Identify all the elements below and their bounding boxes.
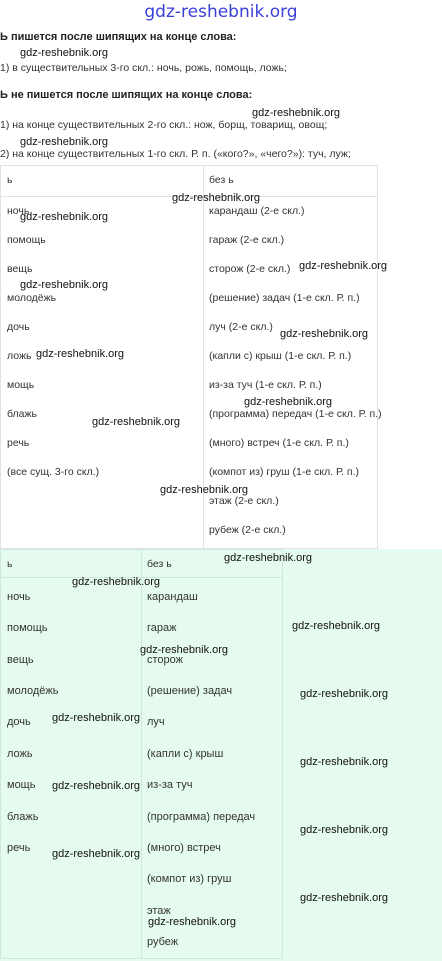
rule-line-2: 1) на конце существительных 2-го скл.: нож, борщ, товарищ, овощ; <box>0 119 328 131</box>
watermark: gdz-reshebnik.org <box>20 279 109 291</box>
rule-heading-soft-sign: Ь пишется после шипящих на конце слова: <box>0 31 237 43</box>
table2-col2-cell: луч <box>147 716 165 728</box>
table2-col2-cell: (решение) задач <box>147 685 233 697</box>
table2-col1-cell: ложь <box>7 748 33 760</box>
table1-col2-cell: (много) встреч (1-е скл. Р. п.) <box>209 437 349 449</box>
watermark: gdz-reshebnik.org <box>148 916 237 928</box>
watermark: gdz-reshebnik.org <box>160 484 249 496</box>
table2-col1-cell: вещь <box>7 654 34 666</box>
table2-col2-cell: из-за туч <box>147 779 193 791</box>
watermark: gdz-reshebnik.org <box>252 107 341 119</box>
watermark: gdz-reshebnik.org <box>300 688 389 700</box>
table2-col1-cell: помощь <box>7 622 48 634</box>
watermark: gdz-reshebnik.org <box>52 848 141 860</box>
site-title: gdz-reshebnik.org <box>144 2 298 22</box>
table1-col1-cell: дочь <box>7 321 30 333</box>
table1-col2-cell: (компот из) груш (1-е скл. Р. п.) <box>209 466 359 478</box>
table1-col2-cell: карандаш (2-е скл.) <box>209 205 305 217</box>
rule-line-1: 1) в существительных 3-го скл.: ночь, рожь, помощь, ложь; <box>0 62 287 74</box>
table1-col2-cell: луч (2-е скл.) <box>209 321 273 333</box>
table1-col1-cell: помощь <box>7 234 46 246</box>
table1-col2-cell: этаж (2-е скл.) <box>209 495 279 507</box>
table1-col2-cell: (программа) передач (1-е скл. Р. п.) <box>209 408 382 420</box>
table2-col2-cell: (капли с) крыш <box>147 748 224 760</box>
rule-line-3: 2) на конце существительных 1-го скл. Р. п. («кого?», «чего?»): туч, луж; <box>0 148 351 160</box>
table2-header-soft: ь <box>7 558 13 570</box>
watermark: gdz-reshebnik.org <box>20 136 109 148</box>
table1-col1-cell: блажь <box>7 408 38 420</box>
watermark: gdz-reshebnik.org <box>172 192 261 204</box>
table2-col2-cell: (компот из) груш <box>147 873 232 885</box>
table2-col2-cell: рубеж <box>147 936 179 948</box>
watermark: gdz-reshebnik.org <box>299 260 388 272</box>
watermark: gdz-reshebnik.org <box>92 416 181 428</box>
watermark: gdz-reshebnik.org <box>52 712 141 724</box>
watermark: gdz-reshebnik.org <box>300 756 389 768</box>
table1-col1-cell: речь <box>7 437 30 449</box>
table1-header-soft: ь <box>7 174 13 186</box>
table1-col1-cell: (все сущ. 3-го скл.) <box>7 466 100 478</box>
rule-heading-no-soft-sign: Ь не пишется после шипящих на конце слова: <box>0 89 253 101</box>
watermark: gdz-reshebnik.org <box>300 824 389 836</box>
watermark: gdz-reshebnik.org <box>36 348 125 360</box>
table2-col2-cell: гараж <box>147 622 177 634</box>
watermark: gdz-reshebnik.org <box>20 211 109 223</box>
table2-col1-cell: мощь <box>7 779 36 791</box>
table2-col2-cell: карандаш <box>147 591 198 603</box>
table1-col2-cell: (решение) задач (1-е скл. Р. п.) <box>209 292 360 304</box>
table2-header-no-soft: без ь <box>147 558 172 570</box>
column-divider <box>141 550 142 958</box>
watermark: gdz-reshebnik.org <box>52 780 141 792</box>
table1-col1-cell: молодёжь <box>7 292 57 304</box>
table2-col1-cell: дочь <box>7 716 31 728</box>
table1-col2-cell: рубеж (2-е скл.) <box>209 524 286 536</box>
watermark: gdz-reshebnik.org <box>300 892 389 904</box>
table1-col2-cell: гараж (2-е скл.) <box>209 234 285 246</box>
table1-col2-cell: из-за туч (1-е скл. Р. п.) <box>209 379 322 391</box>
watermark: gdz-reshebnik.org <box>292 620 381 632</box>
table2-col1-cell: речь <box>7 842 31 854</box>
table-simple <box>0 549 283 959</box>
watermark: gdz-reshebnik.org <box>140 644 229 656</box>
table1-col2-cell: (капли с) крыш (1-е скл. Р. п.) <box>209 350 352 362</box>
table2-col2-cell: этаж <box>147 905 171 917</box>
watermark: gdz-reshebnik.org <box>244 396 333 408</box>
watermark: gdz-reshebnik.org <box>224 552 313 564</box>
table2-col2-cell: (много) встреч <box>147 842 221 854</box>
table1-col1-cell: ночь <box>7 205 30 217</box>
table2-col2-cell: сторож <box>147 654 184 666</box>
table2-col1-cell: блажь <box>7 811 39 823</box>
watermark: gdz-reshebnik.org <box>20 47 109 59</box>
table1-col1-cell: вещь <box>7 263 33 275</box>
watermark: gdz-reshebnik.org <box>72 576 161 588</box>
table2-col1-cell: ночь <box>7 591 31 603</box>
table2-col1-cell: молодёжь <box>7 685 59 697</box>
table1-col1-cell: ложь <box>7 350 32 362</box>
table1-header-no-soft: без ь <box>209 174 234 186</box>
table1-col1-cell: мощь <box>7 379 35 391</box>
watermark: gdz-reshebnik.org <box>280 328 369 340</box>
table2-col2-cell: (программа) передач <box>147 811 256 823</box>
table1-col2-cell: сторож (2-е скл.) <box>209 263 291 275</box>
